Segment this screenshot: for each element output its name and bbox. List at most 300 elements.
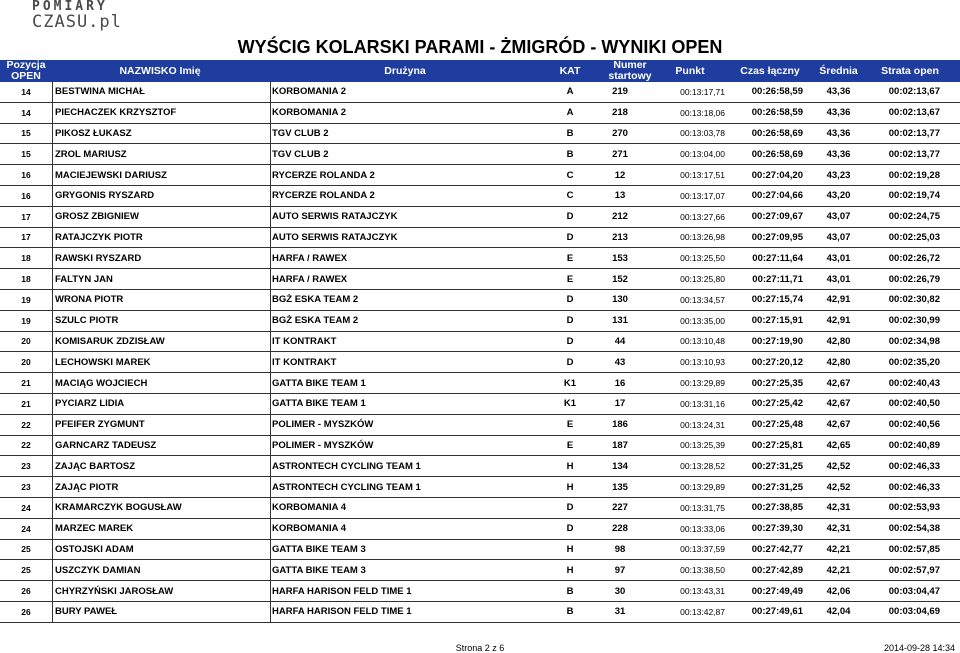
cell-kat: D	[566, 335, 574, 347]
cell-num: 16	[614, 377, 626, 389]
cell-punkt: 00:13:18,06	[680, 107, 725, 118]
header-name: NAZWISKO Imię	[119, 64, 201, 77]
cell-czas: 00:26:58,69	[751, 127, 803, 139]
cell-czas: 00:26:58,59	[751, 86, 803, 98]
cell-strata: 00:02:40,50	[888, 398, 940, 410]
table-row	[0, 498, 960, 519]
column-divider	[52, 207, 53, 227]
cell-kat: A	[566, 107, 574, 119]
cell-sr: 43,36	[826, 86, 851, 98]
cell-team: BGŻ ESKA TEAM 2	[272, 315, 359, 327]
column-divider	[52, 269, 53, 289]
cell-team: IT KONTRAKT	[272, 356, 337, 368]
column-divider	[270, 186, 271, 206]
cell-strata: 00:02:57,85	[888, 543, 940, 555]
cell-sr: 42,67	[826, 377, 851, 389]
cell-team: KORBOMANIA 4	[272, 523, 347, 535]
cell-strata: 00:02:46,33	[888, 460, 940, 472]
cell-czas: 00:27:25,42	[751, 398, 803, 410]
cell-punkt: 00:13:43,31	[680, 586, 725, 597]
cell-punkt: 00:13:35,00	[680, 315, 725, 326]
cell-team: KORBOMANIA 2	[272, 107, 347, 119]
print-date: 2014-09-28 14:34	[883, 643, 955, 653]
cell-num: 17	[614, 398, 626, 410]
column-divider	[52, 332, 53, 352]
table-row	[0, 373, 960, 394]
cell-pos: 18	[21, 274, 31, 285]
cell-punkt: 00:13:03,78	[680, 128, 725, 139]
cell-strata: 00:02:34,98	[888, 335, 940, 347]
cell-sr: 43,36	[826, 107, 851, 119]
cell-team: KORBOMANIA 2	[272, 86, 347, 98]
cell-pos: 23	[21, 461, 31, 472]
cell-name: OSTOJSKI ADAM	[55, 543, 134, 555]
cell-name: MACIĄG WOJCIECH	[55, 377, 148, 389]
column-divider	[270, 103, 271, 123]
cell-punkt: 00:13:31,75	[680, 502, 725, 513]
cell-czas: 00:27:49,49	[751, 585, 803, 597]
column-divider	[270, 124, 271, 144]
cell-team: RYCERZE ROLANDA 2	[272, 169, 375, 181]
column-divider	[270, 581, 271, 601]
cell-czas: 00:27:19,90	[751, 335, 803, 347]
table-row	[0, 269, 960, 290]
cell-team: KORBOMANIA 4	[272, 502, 347, 514]
table-row	[0, 124, 960, 145]
cell-strata: 00:02:25,03	[888, 231, 940, 243]
cell-num: 213	[612, 231, 628, 243]
cell-strata: 00:02:46,33	[888, 481, 940, 493]
cell-name: BURY PAWEŁ	[55, 606, 118, 618]
cell-pos: 16	[21, 190, 31, 201]
cell-num: 131	[612, 315, 628, 327]
cell-team: IT KONTRAKT	[272, 335, 337, 347]
cell-name: CHYRZYŃSKI JAROSŁAW	[55, 585, 174, 597]
cell-num: 152	[612, 273, 628, 285]
column-divider	[270, 540, 271, 560]
cell-team: RYCERZE ROLANDA 2	[272, 190, 375, 202]
cell-strata: 00:02:57,97	[888, 564, 940, 576]
cell-czas: 00:27:38,85	[751, 502, 803, 514]
cell-name: MACIEJEWSKI DARIUSZ	[55, 169, 167, 181]
cell-num: 228	[612, 523, 628, 535]
cell-strata: 00:02:13,77	[888, 148, 940, 160]
cell-czas: 00:27:39,30	[751, 523, 803, 535]
cell-punkt: 00:13:33,06	[680, 523, 725, 534]
cell-pos: 14	[21, 107, 31, 118]
cell-kat: D	[566, 315, 574, 327]
cell-team: GATTA BIKE TEAM 1	[272, 377, 366, 389]
cell-sr: 42,91	[826, 294, 851, 306]
column-divider	[270, 311, 271, 331]
cell-kat: E	[566, 252, 574, 264]
table-row	[0, 207, 960, 228]
cell-pos: 25	[21, 565, 31, 576]
cell-sr: 43,20	[826, 190, 851, 202]
cell-kat: E	[566, 439, 574, 451]
cell-kat: H	[566, 481, 574, 493]
table-row	[0, 290, 960, 311]
cell-team: HARFA / RAWEX	[272, 252, 348, 264]
cell-pos: 22	[21, 419, 31, 430]
cell-kat: D	[566, 356, 574, 368]
cell-strata: 00:02:26,79	[888, 273, 940, 285]
cell-strata: 00:03:04,69	[888, 606, 940, 618]
cell-punkt: 00:13:10,93	[680, 357, 725, 368]
header-kat: KAT	[559, 64, 581, 77]
cell-pos: 25	[21, 544, 31, 555]
cell-team: POLIMER - MYSZKÓW	[272, 419, 374, 431]
table-row	[0, 186, 960, 207]
cell-punkt: 00:13:37,59	[680, 544, 725, 555]
cell-sr: 43,01	[826, 252, 851, 264]
cell-sr: 42,67	[826, 398, 851, 410]
column-divider	[270, 373, 271, 393]
table-header	[0, 60, 960, 82]
column-divider	[52, 311, 53, 331]
table-row	[0, 248, 960, 269]
cell-name: LECHOWSKI MAREK	[55, 356, 151, 368]
column-divider	[52, 581, 53, 601]
cell-punkt: 00:13:29,89	[680, 482, 725, 493]
column-divider	[270, 207, 271, 227]
column-divider	[52, 602, 53, 622]
cell-czas: 00:26:58,69	[751, 148, 803, 160]
table-row	[0, 560, 960, 581]
column-divider	[52, 82, 53, 102]
cell-sr: 43,01	[826, 273, 851, 285]
cell-team: HARFA HARISON FELD TIME 1	[272, 606, 412, 618]
cell-strata: 00:03:04,47	[888, 585, 940, 597]
cell-czas: 00:27:25,81	[751, 439, 803, 451]
cell-num: 31	[614, 606, 626, 618]
cell-name: RAWSKI RYSZARD	[55, 252, 142, 264]
cell-kat: A	[566, 86, 574, 98]
cell-czas: 00:27:15,74	[751, 294, 803, 306]
cell-sr: 42,80	[826, 335, 851, 347]
cell-czas: 00:27:25,48	[751, 419, 803, 431]
cell-pos: 22	[21, 440, 31, 451]
cell-punkt: 00:13:25,39	[680, 440, 725, 451]
cell-num: 187	[612, 439, 628, 451]
table-row	[0, 352, 960, 373]
column-divider	[270, 394, 271, 414]
cell-pos: 15	[21, 128, 31, 139]
table-row	[0, 332, 960, 353]
cell-num: 30	[614, 585, 626, 597]
cell-num: 134	[612, 460, 628, 472]
cell-kat: C	[566, 169, 574, 181]
cell-name: ZAJĄC BARTOSZ	[55, 460, 136, 472]
table-row	[0, 519, 960, 540]
cell-name: MARZEC MAREK	[55, 523, 134, 535]
cell-pos: 16	[21, 170, 31, 181]
cell-num: 97	[614, 564, 626, 576]
cell-pos: 19	[21, 315, 31, 326]
cell-punkt: 00:13:04,00	[680, 149, 725, 160]
cell-pos: 21	[21, 378, 31, 389]
cell-kat: E	[566, 273, 574, 285]
cell-num: 153	[612, 252, 628, 264]
cell-czas: 00:27:11,64	[752, 252, 803, 264]
column-divider	[52, 477, 53, 497]
column-divider	[52, 436, 53, 456]
cell-punkt: 00:13:25,50	[680, 253, 725, 264]
column-divider	[270, 82, 271, 102]
cell-strata: 00:02:30,99	[888, 315, 940, 327]
cell-punkt: 00:13:10,48	[680, 336, 725, 347]
cell-pos: 17	[21, 211, 31, 222]
cell-name: USZCZYK DAMIAN	[55, 564, 141, 576]
column-divider	[270, 436, 271, 456]
cell-sr: 42,65	[826, 439, 851, 451]
cell-name: GRYGONIS RYSZARD	[55, 190, 155, 202]
cell-name: SZULC PIOTR	[55, 315, 119, 327]
cell-czas: 00:27:11,71	[752, 273, 803, 285]
page-number: Strona 2 z 6	[455, 643, 505, 653]
cell-strata: 00:02:13,67	[888, 107, 940, 119]
cell-sr: 42,21	[826, 564, 851, 576]
cell-name: ZROL MARIUSZ	[55, 148, 127, 160]
cell-czas: 00:27:09,67	[751, 211, 803, 223]
cell-strata: 00:02:40,56	[888, 419, 940, 431]
cell-sr: 43,36	[826, 127, 851, 139]
cell-num: 219	[612, 86, 628, 98]
cell-czas: 00:27:09,95	[751, 231, 803, 243]
cell-punkt: 00:13:17,07	[680, 190, 725, 201]
cell-kat: H	[566, 543, 574, 555]
cell-pos: 26	[21, 606, 31, 617]
cell-kat: C	[566, 190, 574, 202]
cell-num: 13	[614, 190, 626, 202]
cell-sr: 43,07	[826, 231, 851, 243]
cell-punkt: 00:13:31,16	[680, 398, 725, 409]
table-row	[0, 602, 960, 623]
table-row	[0, 581, 960, 602]
column-divider	[52, 165, 53, 185]
cell-kat: H	[566, 564, 574, 576]
cell-sr: 42,04	[826, 606, 851, 618]
cell-team: AUTO SERWIS RATAJCZYK	[272, 231, 398, 243]
table-row	[0, 82, 960, 103]
cell-kat: D	[566, 231, 574, 243]
cell-num: 130	[612, 294, 628, 306]
cell-team: POLIMER - MYSZKÓW	[272, 439, 374, 451]
cell-name: KRAMARCZYK BOGUSŁAW	[55, 502, 182, 514]
cell-czas: 00:27:20,12	[751, 356, 803, 368]
column-divider	[270, 602, 271, 622]
cell-punkt: 00:13:28,52	[680, 461, 725, 472]
cell-kat: K1	[563, 377, 577, 389]
column-divider	[270, 269, 271, 289]
cell-team: AUTO SERWIS RATAJCZYK	[272, 211, 398, 223]
logo-line-1: POMIARY	[32, 0, 108, 14]
table-row	[0, 456, 960, 477]
cell-kat: E	[566, 419, 574, 431]
cell-pos: 17	[21, 232, 31, 243]
cell-czas: 00:27:31,25	[751, 481, 803, 493]
cell-czas: 00:27:15,91	[751, 315, 803, 327]
cell-name: PYCIARZ LIDIA	[55, 398, 125, 410]
table-row	[0, 103, 960, 124]
cell-czas: 00:26:58,59	[751, 107, 803, 119]
cell-punkt: 00:13:27,66	[680, 211, 725, 222]
header-pos: Pozycja OPEN	[6, 59, 46, 82]
cell-pos: 15	[21, 149, 31, 160]
column-divider	[52, 103, 53, 123]
table-row	[0, 415, 960, 436]
cell-name: PFEIFER ZYGMUNT	[55, 419, 145, 431]
table-row	[0, 228, 960, 249]
cell-kat: K1	[563, 398, 577, 410]
cell-num: 218	[612, 107, 628, 119]
column-divider	[52, 415, 53, 435]
cell-name: FALTYN JAN	[55, 273, 113, 285]
cell-team: TGV CLUB 2	[272, 148, 329, 160]
cell-name: RATAJCZYK PIOTR	[55, 231, 143, 243]
cell-sr: 42,91	[826, 315, 851, 327]
cell-kat: B	[566, 585, 574, 597]
column-divider	[52, 352, 53, 372]
column-divider	[270, 477, 271, 497]
cell-team: TGV CLUB 2	[272, 127, 329, 139]
cell-num: 271	[612, 148, 628, 160]
cell-pos: 21	[21, 398, 31, 409]
cell-sr: 42,06	[826, 585, 851, 597]
cell-num: 212	[612, 211, 628, 223]
cell-num: 43	[614, 356, 626, 368]
logo-line-2: CZASU.pl	[32, 12, 122, 32]
column-divider	[52, 456, 53, 476]
cell-kat: B	[566, 148, 574, 160]
column-divider	[52, 519, 53, 539]
cell-czas: 00:27:31,25	[751, 460, 803, 472]
header-team: Drużyna	[384, 64, 426, 77]
cell-czas: 00:27:42,89	[751, 564, 803, 576]
cell-czas: 00:27:25,35	[751, 377, 803, 389]
table-row	[0, 477, 960, 498]
cell-strata: 00:02:13,77	[888, 127, 940, 139]
column-divider	[52, 373, 53, 393]
cell-name: KOMISARUK ZDZISŁAW	[55, 335, 165, 347]
cell-sr: 43,23	[826, 169, 851, 181]
cell-czas: 00:27:42,77	[751, 543, 803, 555]
cell-strata: 00:02:30,82	[888, 294, 940, 306]
cell-pos: 24	[21, 523, 31, 534]
cell-team: ASTRONTECH CYCLING TEAM 1	[272, 481, 421, 493]
cell-punkt: 00:13:42,87	[680, 606, 725, 617]
cell-num: 227	[612, 502, 628, 514]
cell-sr: 42,21	[826, 543, 851, 555]
cell-punkt: 00:13:26,98	[680, 232, 725, 243]
cell-czas: 00:27:04,66	[751, 190, 803, 202]
column-divider	[270, 228, 271, 248]
cell-team: HARFA / RAWEX	[272, 273, 348, 285]
column-divider	[52, 124, 53, 144]
cell-strata: 00:02:53,93	[888, 502, 940, 514]
table-row	[0, 144, 960, 165]
cell-team: ASTRONTECH CYCLING TEAM 1	[272, 460, 421, 472]
cell-pos: 20	[21, 357, 31, 368]
cell-kat: D	[566, 211, 574, 223]
table-row	[0, 311, 960, 332]
cell-name: GROSZ ZBIGNIEW	[55, 211, 139, 223]
cell-num: 135	[612, 481, 628, 493]
cell-num: 186	[612, 419, 628, 431]
column-divider	[52, 144, 53, 164]
cell-num: 44	[614, 335, 626, 347]
cell-pos: 14	[21, 86, 31, 97]
cell-punkt: 00:13:17,71	[680, 86, 725, 97]
header-strata: Strata open	[881, 64, 939, 77]
column-divider	[270, 415, 271, 435]
cell-team: GATTA BIKE TEAM 3	[272, 564, 366, 576]
table-row	[0, 394, 960, 415]
header-sr: Średnia	[819, 64, 858, 77]
cell-strata: 00:02:40,89	[888, 439, 940, 451]
cell-pos: 20	[21, 336, 31, 347]
cell-num: 98	[614, 543, 626, 555]
cell-kat: B	[566, 606, 574, 618]
column-divider	[270, 248, 271, 268]
cell-punkt: 00:13:24,31	[680, 419, 725, 430]
cell-sr: 42,67	[826, 419, 851, 431]
column-divider	[52, 394, 53, 414]
column-divider	[52, 186, 53, 206]
cell-sr: 43,07	[826, 211, 851, 223]
cell-strata: 00:02:19,28	[888, 169, 940, 181]
cell-strata: 00:02:26,72	[888, 252, 940, 264]
cell-strata: 00:02:13,67	[888, 86, 940, 98]
cell-name: ZAJĄC PIOTR	[55, 481, 119, 493]
column-divider	[52, 498, 53, 518]
table-row	[0, 436, 960, 457]
cell-team: HARFA HARISON FELD TIME 1	[272, 585, 412, 597]
column-divider	[270, 498, 271, 518]
column-divider	[270, 456, 271, 476]
cell-czas: 00:27:04,20	[751, 169, 803, 181]
cell-num: 12	[614, 169, 626, 181]
cell-sr: 42,80	[826, 356, 851, 368]
header-num: Numer startowy	[608, 59, 652, 82]
cell-pos: 26	[21, 586, 31, 597]
table-row	[0, 165, 960, 186]
column-divider	[270, 290, 271, 310]
cell-punkt: 00:13:34,57	[680, 294, 725, 305]
cell-strata: 00:02:40,43	[888, 377, 940, 389]
column-divider	[52, 540, 53, 560]
column-divider	[270, 352, 271, 372]
column-divider	[270, 144, 271, 164]
header-czas: Czas łączny	[740, 64, 800, 77]
cell-pos: 19	[21, 294, 31, 305]
cell-sr: 42,52	[826, 460, 851, 472]
column-divider	[270, 165, 271, 185]
cell-kat: D	[566, 294, 574, 306]
cell-punkt: 00:13:17,51	[680, 170, 725, 181]
cell-punkt: 00:13:25,80	[680, 274, 725, 285]
cell-kat: D	[566, 523, 574, 535]
table-row	[0, 540, 960, 561]
cell-pos: 23	[21, 482, 31, 493]
cell-strata: 00:02:24,75	[888, 211, 940, 223]
cell-sr: 43,36	[826, 148, 851, 160]
column-divider	[52, 228, 53, 248]
cell-team: GATTA BIKE TEAM 1	[272, 398, 366, 410]
cell-name: GARNCARZ TADEUSZ	[55, 439, 157, 451]
cell-name: PIECHACZEK KRZYSZTOF	[55, 107, 177, 119]
header-punkt: Punkt	[675, 64, 705, 77]
